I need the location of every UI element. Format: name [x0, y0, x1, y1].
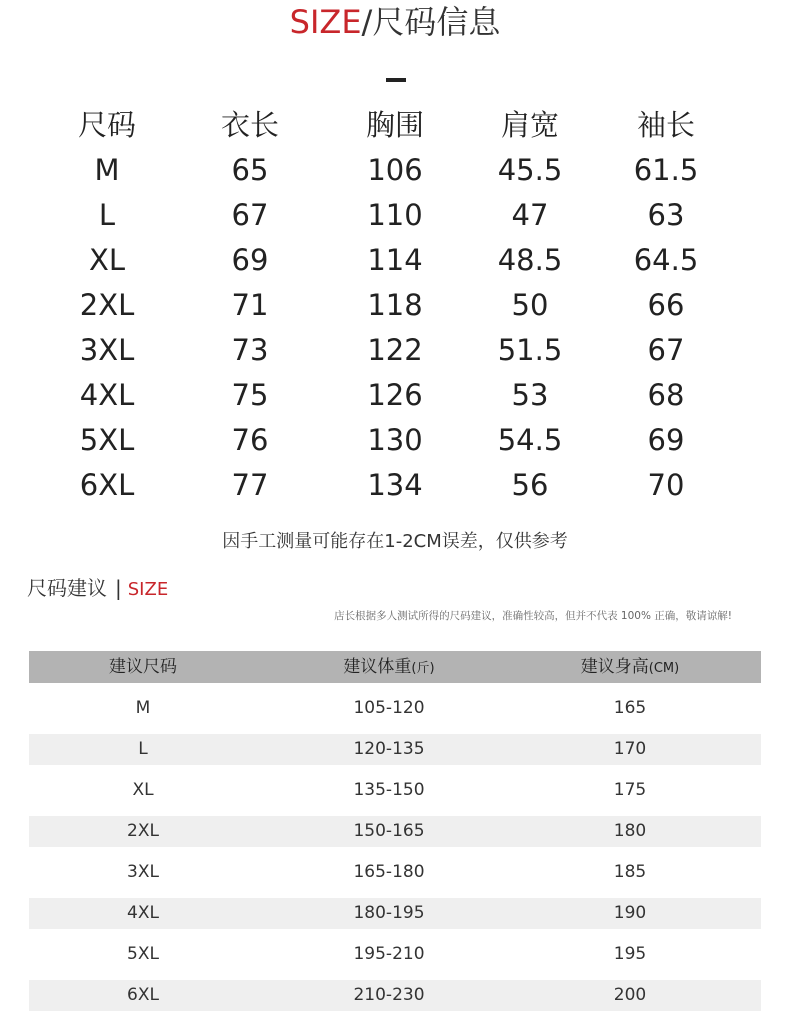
- size-header-cell: 胸围: [365, 108, 424, 142]
- size-cell: 66: [647, 288, 685, 322]
- recommend-table-row: [29, 816, 761, 847]
- recommend-cell: 5XL: [127, 944, 159, 964]
- recommend-cell: 3XL: [127, 862, 159, 882]
- size-table-header: [0, 103, 790, 148]
- recommend-table-row: [29, 980, 761, 1011]
- size-cell: 126: [367, 378, 423, 412]
- size-cell: 63: [647, 198, 685, 232]
- size-table-row: [0, 238, 790, 283]
- title-size: SIZE: [289, 3, 362, 41]
- recommend-cell: M: [135, 698, 151, 718]
- size-table-row: [0, 418, 790, 463]
- title-rest: /尺码信息: [361, 3, 501, 41]
- size-cell: 73: [231, 333, 269, 367]
- recommend-title: 尺码建议: [27, 576, 107, 600]
- size-cell: 5XL: [79, 423, 135, 457]
- size-cell: 48.5: [497, 243, 563, 277]
- size-cell: 65: [231, 153, 269, 187]
- recommend-section-title: [27, 574, 168, 604]
- size-header-cell: 肩宽: [500, 108, 559, 142]
- size-cell: 54.5: [497, 423, 563, 457]
- size-cell: 134: [367, 468, 423, 502]
- recommend-cell: XL: [132, 780, 154, 800]
- size-cell: XL: [88, 243, 126, 277]
- size-header-cell: 衣长: [220, 108, 279, 142]
- recommend-cell: 175: [613, 780, 647, 800]
- recommend-cell: 170: [613, 739, 647, 759]
- size-cell: 61.5: [633, 153, 699, 187]
- recommend-cell: 165-180: [353, 862, 425, 882]
- size-table-row: [0, 283, 790, 328]
- size-cell: 70: [647, 468, 685, 502]
- recommend-cell: 195-210: [353, 944, 425, 964]
- size-cell: 130: [367, 423, 423, 457]
- header-unit: (CM): [648, 661, 680, 676]
- size-header-cell: 尺码: [77, 108, 136, 142]
- title-divider: [386, 78, 406, 82]
- size-cell: 110: [367, 198, 423, 232]
- recommend-table-row: [29, 693, 761, 724]
- recommend-table-row: [29, 775, 761, 806]
- header-main: 建议身高: [580, 657, 649, 677]
- size-cell: 76: [231, 423, 269, 457]
- size-table-row: [0, 373, 790, 418]
- recommend-header-cell: [269, 651, 509, 685]
- recommend-cell: 4XL: [127, 903, 159, 923]
- recommend-cell: 6XL: [127, 985, 159, 1005]
- header-main: 建议体重: [343, 657, 412, 677]
- size-cell: 2XL: [79, 288, 135, 322]
- size-cell: 3XL: [79, 333, 135, 367]
- size-cell: 122: [367, 333, 423, 367]
- size-cell: 56: [511, 468, 549, 502]
- size-header-cell: 袖长: [636, 108, 695, 142]
- size-cell: 45.5: [497, 153, 563, 187]
- measurement-note: 因手工测量可能存在1-2CM误差，仅供参考: [222, 531, 568, 552]
- header-unit: (斤): [411, 661, 435, 676]
- recommend-cell: 2XL: [127, 821, 159, 841]
- recommend-cell: 200: [613, 985, 647, 1005]
- size-cell: 67: [647, 333, 685, 367]
- recommend-header-cell: [23, 651, 263, 685]
- size-cell: 75: [231, 378, 269, 412]
- size-cell: 6XL: [79, 468, 135, 502]
- size-cell: 71: [231, 288, 269, 322]
- recommend-cell: L: [138, 739, 148, 759]
- recommend-cell: 150-165: [353, 821, 425, 841]
- size-table-row: [0, 148, 790, 193]
- size-table-row: [0, 193, 790, 238]
- recommend-disclaimer: 店长根据多人测试所得的尺码建议，准确性较高，但并不代表 100% 正确，敬请谅解!: [334, 610, 732, 622]
- recommend-cell: 190: [613, 903, 647, 923]
- recommend-table-row: [29, 734, 761, 765]
- title-separator: |: [115, 576, 122, 600]
- header-main: 建议尺码: [109, 657, 177, 677]
- size-cell: 106: [367, 153, 423, 187]
- recommend-table-row: [29, 898, 761, 929]
- recommend-cell: 185: [613, 862, 647, 882]
- size-cell: 53: [511, 378, 549, 412]
- recommend-header-cell: [510, 651, 750, 685]
- size-cell: 114: [367, 243, 423, 277]
- size-cell: M: [94, 153, 120, 187]
- recommend-table-header: [29, 651, 761, 683]
- size-cell: 4XL: [79, 378, 135, 412]
- size-cell: L: [98, 198, 116, 232]
- size-table-row: [0, 328, 790, 373]
- recommend-table-row: [29, 939, 761, 970]
- size-cell: 50: [511, 288, 549, 322]
- size-cell: 69: [647, 423, 685, 457]
- recommend-cell: 105-120: [353, 698, 425, 718]
- page-title: [0, 2, 790, 42]
- recommend-size-label: SIZE: [127, 579, 169, 600]
- recommend-cell: 120-135: [353, 739, 425, 759]
- size-cell: 69: [231, 243, 269, 277]
- size-cell: 68: [647, 378, 685, 412]
- recommend-cell: 180-195: [353, 903, 425, 923]
- recommend-cell: 210-230: [353, 985, 425, 1005]
- size-cell: 67: [231, 198, 269, 232]
- size-cell: 47: [511, 198, 549, 232]
- recommend-cell: 180: [613, 821, 647, 841]
- recommend-table-row: [29, 857, 761, 888]
- size-cell: 51.5: [497, 333, 563, 367]
- size-table-row: [0, 463, 790, 508]
- size-cell: 118: [367, 288, 423, 322]
- recommend-cell: 135-150: [353, 780, 425, 800]
- recommend-cell: 195: [613, 944, 647, 964]
- size-cell: 64.5: [633, 243, 699, 277]
- recommend-cell: 165: [613, 698, 647, 718]
- size-cell: 77: [231, 468, 269, 502]
